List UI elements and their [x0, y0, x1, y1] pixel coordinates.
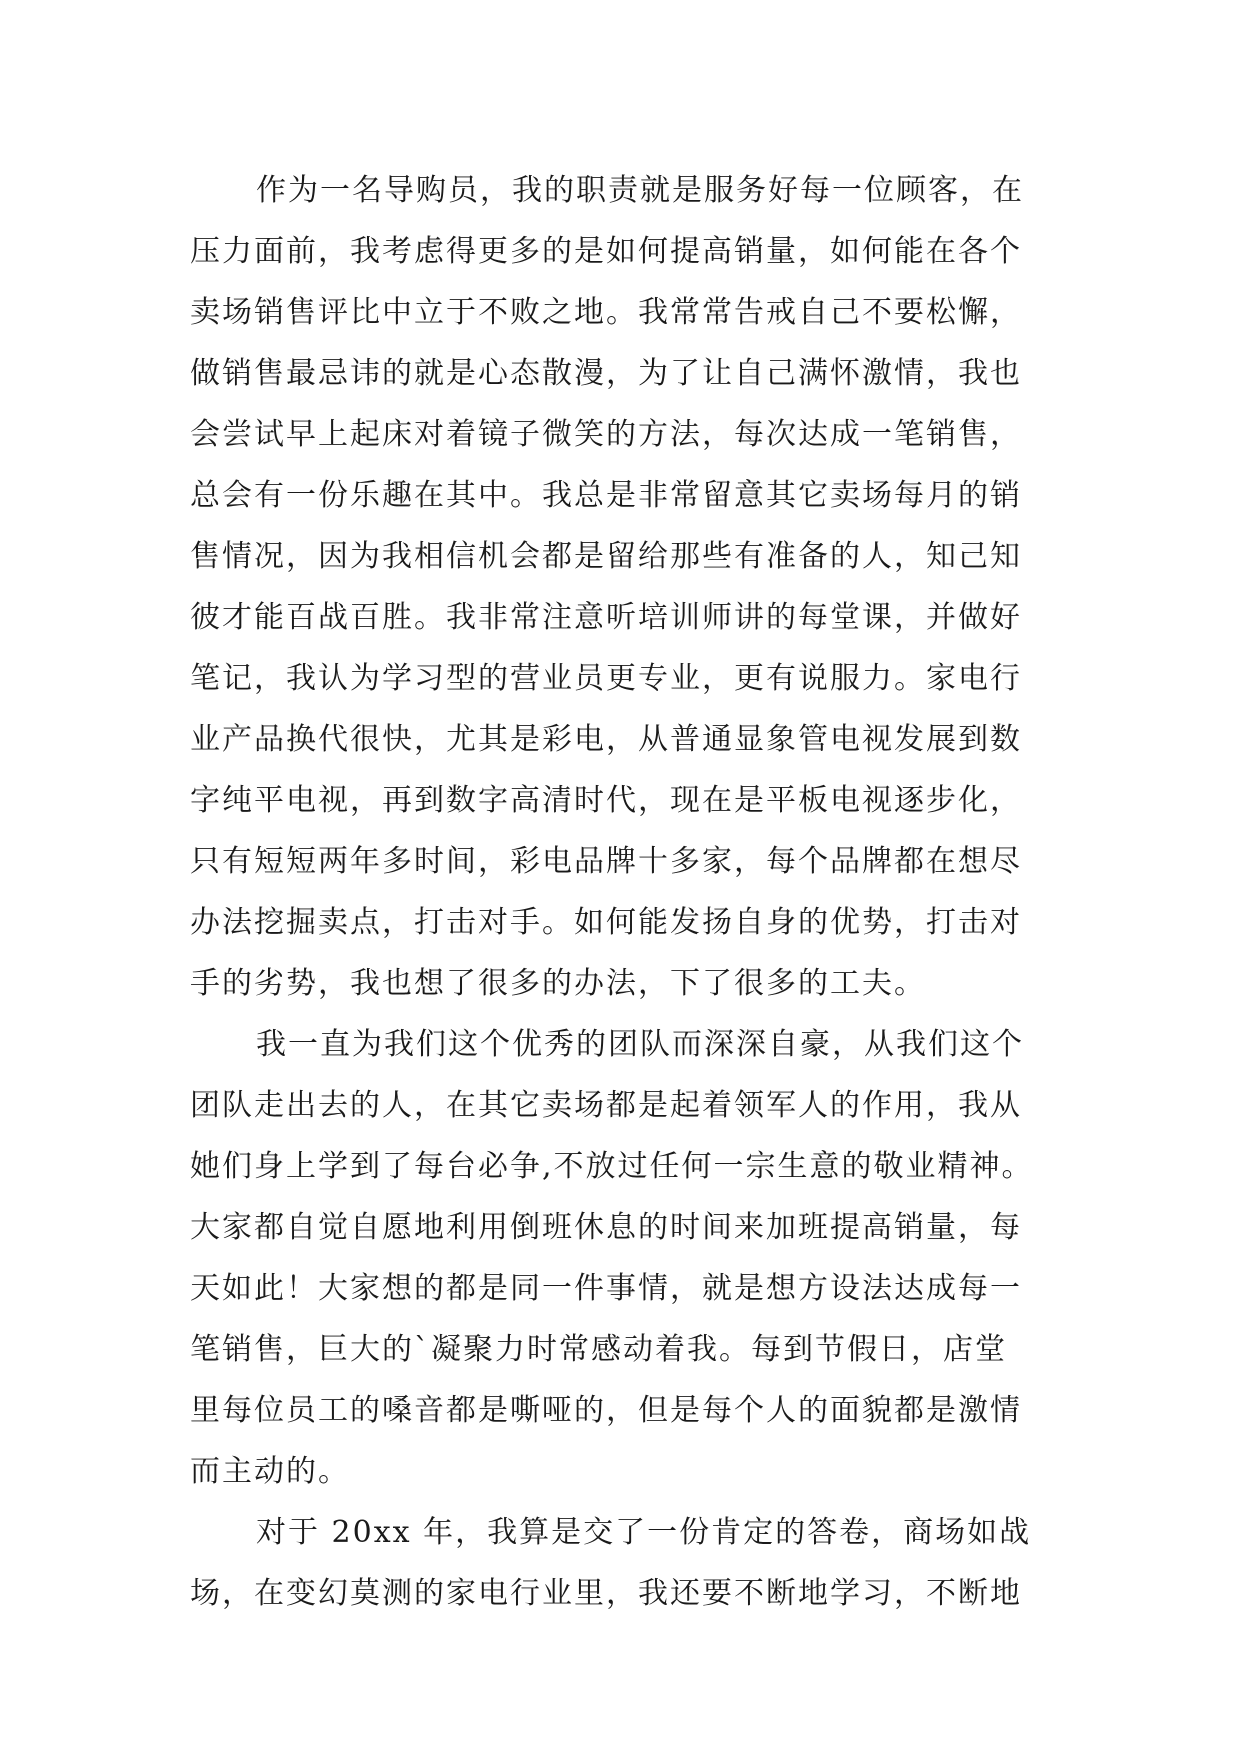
text-line: 卖场销售评比中立于不败之地。我常常告戒自己不要松懈，: [190, 295, 1022, 330]
text-line: 总会有一份乐趣在其中。我总是非常留意其它卖场每月的销: [190, 478, 1022, 513]
paragraph-2: [190, 1014, 1060, 1502]
text-line: 而主动的。: [190, 1454, 350, 1489]
paragraph-1: [190, 160, 1060, 1014]
text-line: 会尝试早上起床对着镜子微笑的方法，每次达成一笔销售，: [190, 417, 1022, 452]
text-line: 大家都自觉自愿地利用倒班休息的时间来加班提高销量，每: [190, 1210, 1022, 1245]
text-line: 办法挖掘卖点，打击对手。如何能发扬自身的优势，打击对: [190, 905, 1022, 940]
text-line: 团队走出去的人，在其它卖场都是起着领军人的作用，我从: [190, 1088, 1022, 1123]
text-line: 笔销售，巨大的`凝聚力时常感动着我。每到节假日，店堂: [190, 1332, 1007, 1367]
text-line: 笔记，我认为学习型的营业员更专业，更有说服力。家电行: [190, 661, 1022, 696]
body-text: [190, 160, 1060, 1624]
text-line: 她们身上学到了每台必争,不放过任何一宗生意的敬业精神。: [190, 1149, 1034, 1184]
text-line: 售情况，因为我相信机会都是留给那些有准备的人，知己知: [190, 539, 1022, 574]
paragraph-3: [190, 1502, 1060, 1624]
text-line: 场，在变幻莫测的家电行业里，我还要不断地学习，不断地: [190, 1576, 1022, 1611]
text-line: 业产品换代很快，尤其是彩电，从普通显象管电视发展到数: [190, 722, 1022, 757]
text-line: 彼才能百战百胜。我非常注意听培训师讲的每堂课，并做好: [190, 600, 1022, 635]
text-line: 作为一名导购员，我的职责就是服务好每一位顾客，在: [256, 173, 1024, 208]
text-line: 手的劣势，我也想了很多的办法，下了很多的工夫。: [190, 966, 926, 1001]
text-line: 里每位员工的嗓音都是嘶哑的，但是每个人的面貌都是激情: [190, 1393, 1022, 1428]
text-line: 对于 20xx 年，我算是交了一份肯定的答卷，商场如战: [256, 1515, 1032, 1550]
text-line: 只有短短两年多时间，彩电品牌十多家，每个品牌都在想尽: [190, 844, 1022, 879]
text-line: 做销售最忌讳的就是心态散漫，为了让自己满怀激情，我也: [190, 356, 1022, 391]
text-line: 天如此！大家想的都是同一件事情，就是想方设法达成每一: [190, 1271, 1022, 1306]
text-line: 压力面前，我考虑得更多的是如何提高销量，如何能在各个: [190, 234, 1022, 269]
text-line: 我一直为我们这个优秀的团队而深深自豪，从我们这个: [256, 1027, 1024, 1062]
text-line: 字纯平电视，再到数字高清时代，现在是平板电视逐步化，: [190, 783, 1022, 818]
